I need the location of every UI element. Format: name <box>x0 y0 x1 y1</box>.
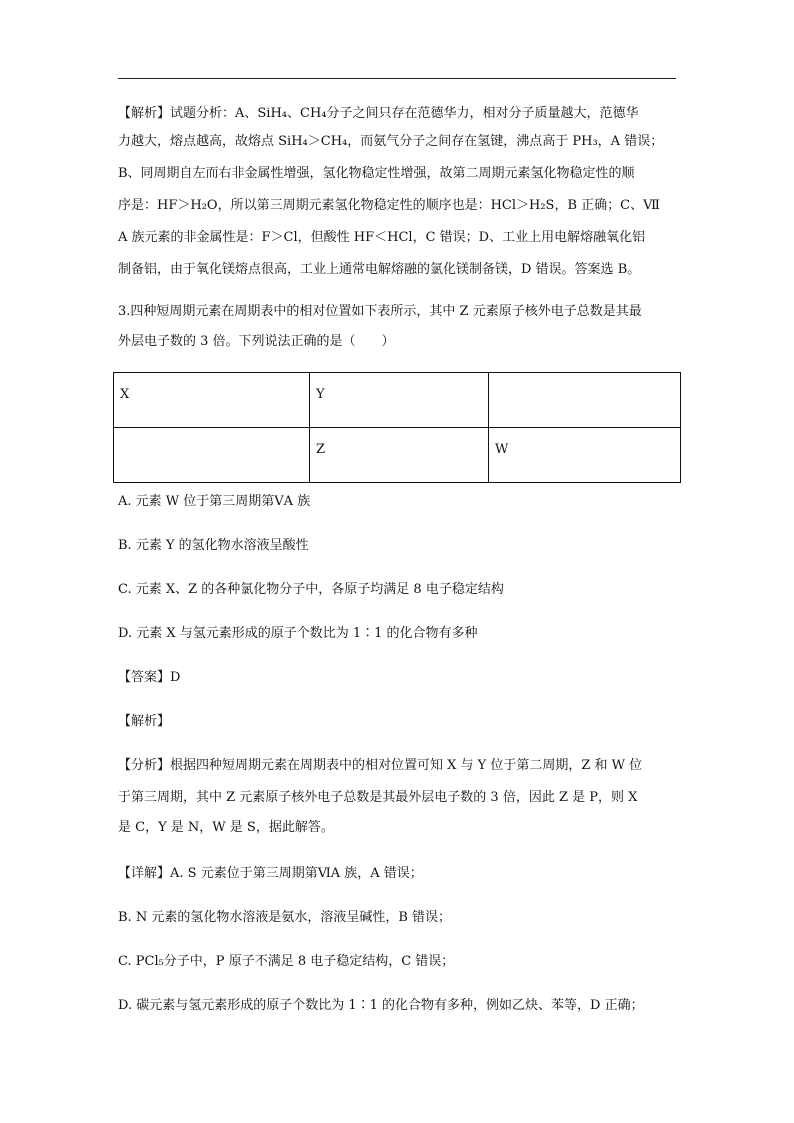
analysis-line: 序是：HF＞H₂O，所以第三周期元素氢化物稳定性的顺序也是：HCl＞H₂S，B 正确；C、Ⅶ <box>118 198 660 213</box>
explanation-heading: 【解析】 <box>118 714 171 729</box>
option-a: A. 元素 W 位于第三周期第ⅤA 族 <box>118 494 311 509</box>
detail-line: C. PCl₅分子中，P 原子不满足 8 电子稳定结构，C 错误； <box>118 954 455 969</box>
detail-line: D. 碳元素与氢元素形成的原子个数比为 1∶1 的化合物有多种，例如乙炔、苯等，D 正确； <box>118 998 644 1013</box>
table-cell: W <box>489 428 681 483</box>
analysis2-line: 于第三周期，其中 Z 元素原子核外电子总数是其最外层电子数的 3 倍，因此 Z 是 P，则 X <box>118 790 638 805</box>
table-cell <box>489 373 681 428</box>
question-stem-line: 外层电子数的 3 倍。下列说法正确的是（ ） <box>118 334 395 349</box>
analysis-line: A 族元素的非金属性是：F＞Cl，但酸性 HF＜HCl，C 错误；D、工业上用电解熔融氧化铝 <box>118 230 646 245</box>
header-rule <box>118 78 676 79</box>
option-c: C. 元素 X、Z 的各种氯化物分子中，各原子均满足 8 电子稳定结构 <box>118 582 504 597</box>
periodic-position-table <box>113 372 681 483</box>
table-row <box>114 428 681 483</box>
answer-line: 【答案】D <box>118 670 181 685</box>
analysis-line: 制备铝，由于氧化镁熔点很高，工业上通常电解熔融的氯化镁制备镁，D 错误。答案选 B。 <box>118 262 641 277</box>
analysis2-line: 是 C，Y 是 N，W 是 S，据此解答。 <box>118 820 334 835</box>
analysis-line: 力越大，熔点越高，故熔点 SiH₄＞CH₄，而氨气分子之间存在氢键，沸点高于 PH₃，A 错误； <box>118 134 664 149</box>
analysis2-line: 【分析】根据四种短周期元素在周期表中的相对位置可知 X 与 Y 位于第二周期，Z 和 W 位 <box>118 758 643 773</box>
analysis-line: B、同周期自左而右非金属性增强，氢化物稳定性增强，故第二周期元素氢化物稳定性的顺 <box>118 166 635 181</box>
analysis-line: 【解析】试题分析：A、SiH₄、CH₄分子之间只存在范德华力，相对分子质量越大，范德华 <box>118 106 639 121</box>
table-cell: Y <box>310 373 489 428</box>
option-d: D. 元素 X 与氢元素形成的原子个数比为 1∶1 的化合物有多种 <box>118 626 478 641</box>
table-cell: Z <box>310 428 489 483</box>
detail-line: B. N 元素的氢化物水溶液是氨水，溶液呈碱性，B 错误； <box>118 910 452 925</box>
question-stem-line: 3.四种短周期元素在周期表中的相对位置如下表所示，其中 Z 元素原子核外电子总数是其最 <box>118 304 642 319</box>
table-row <box>114 373 681 428</box>
table-cell: X <box>114 373 310 428</box>
detail-line: 【详解】A. S 元素位于第三周期第ⅥA 族，A 错误； <box>118 866 423 881</box>
option-b: B. 元素 Y 的氢化物水溶液呈酸性 <box>118 538 309 553</box>
table-cell <box>114 428 310 483</box>
